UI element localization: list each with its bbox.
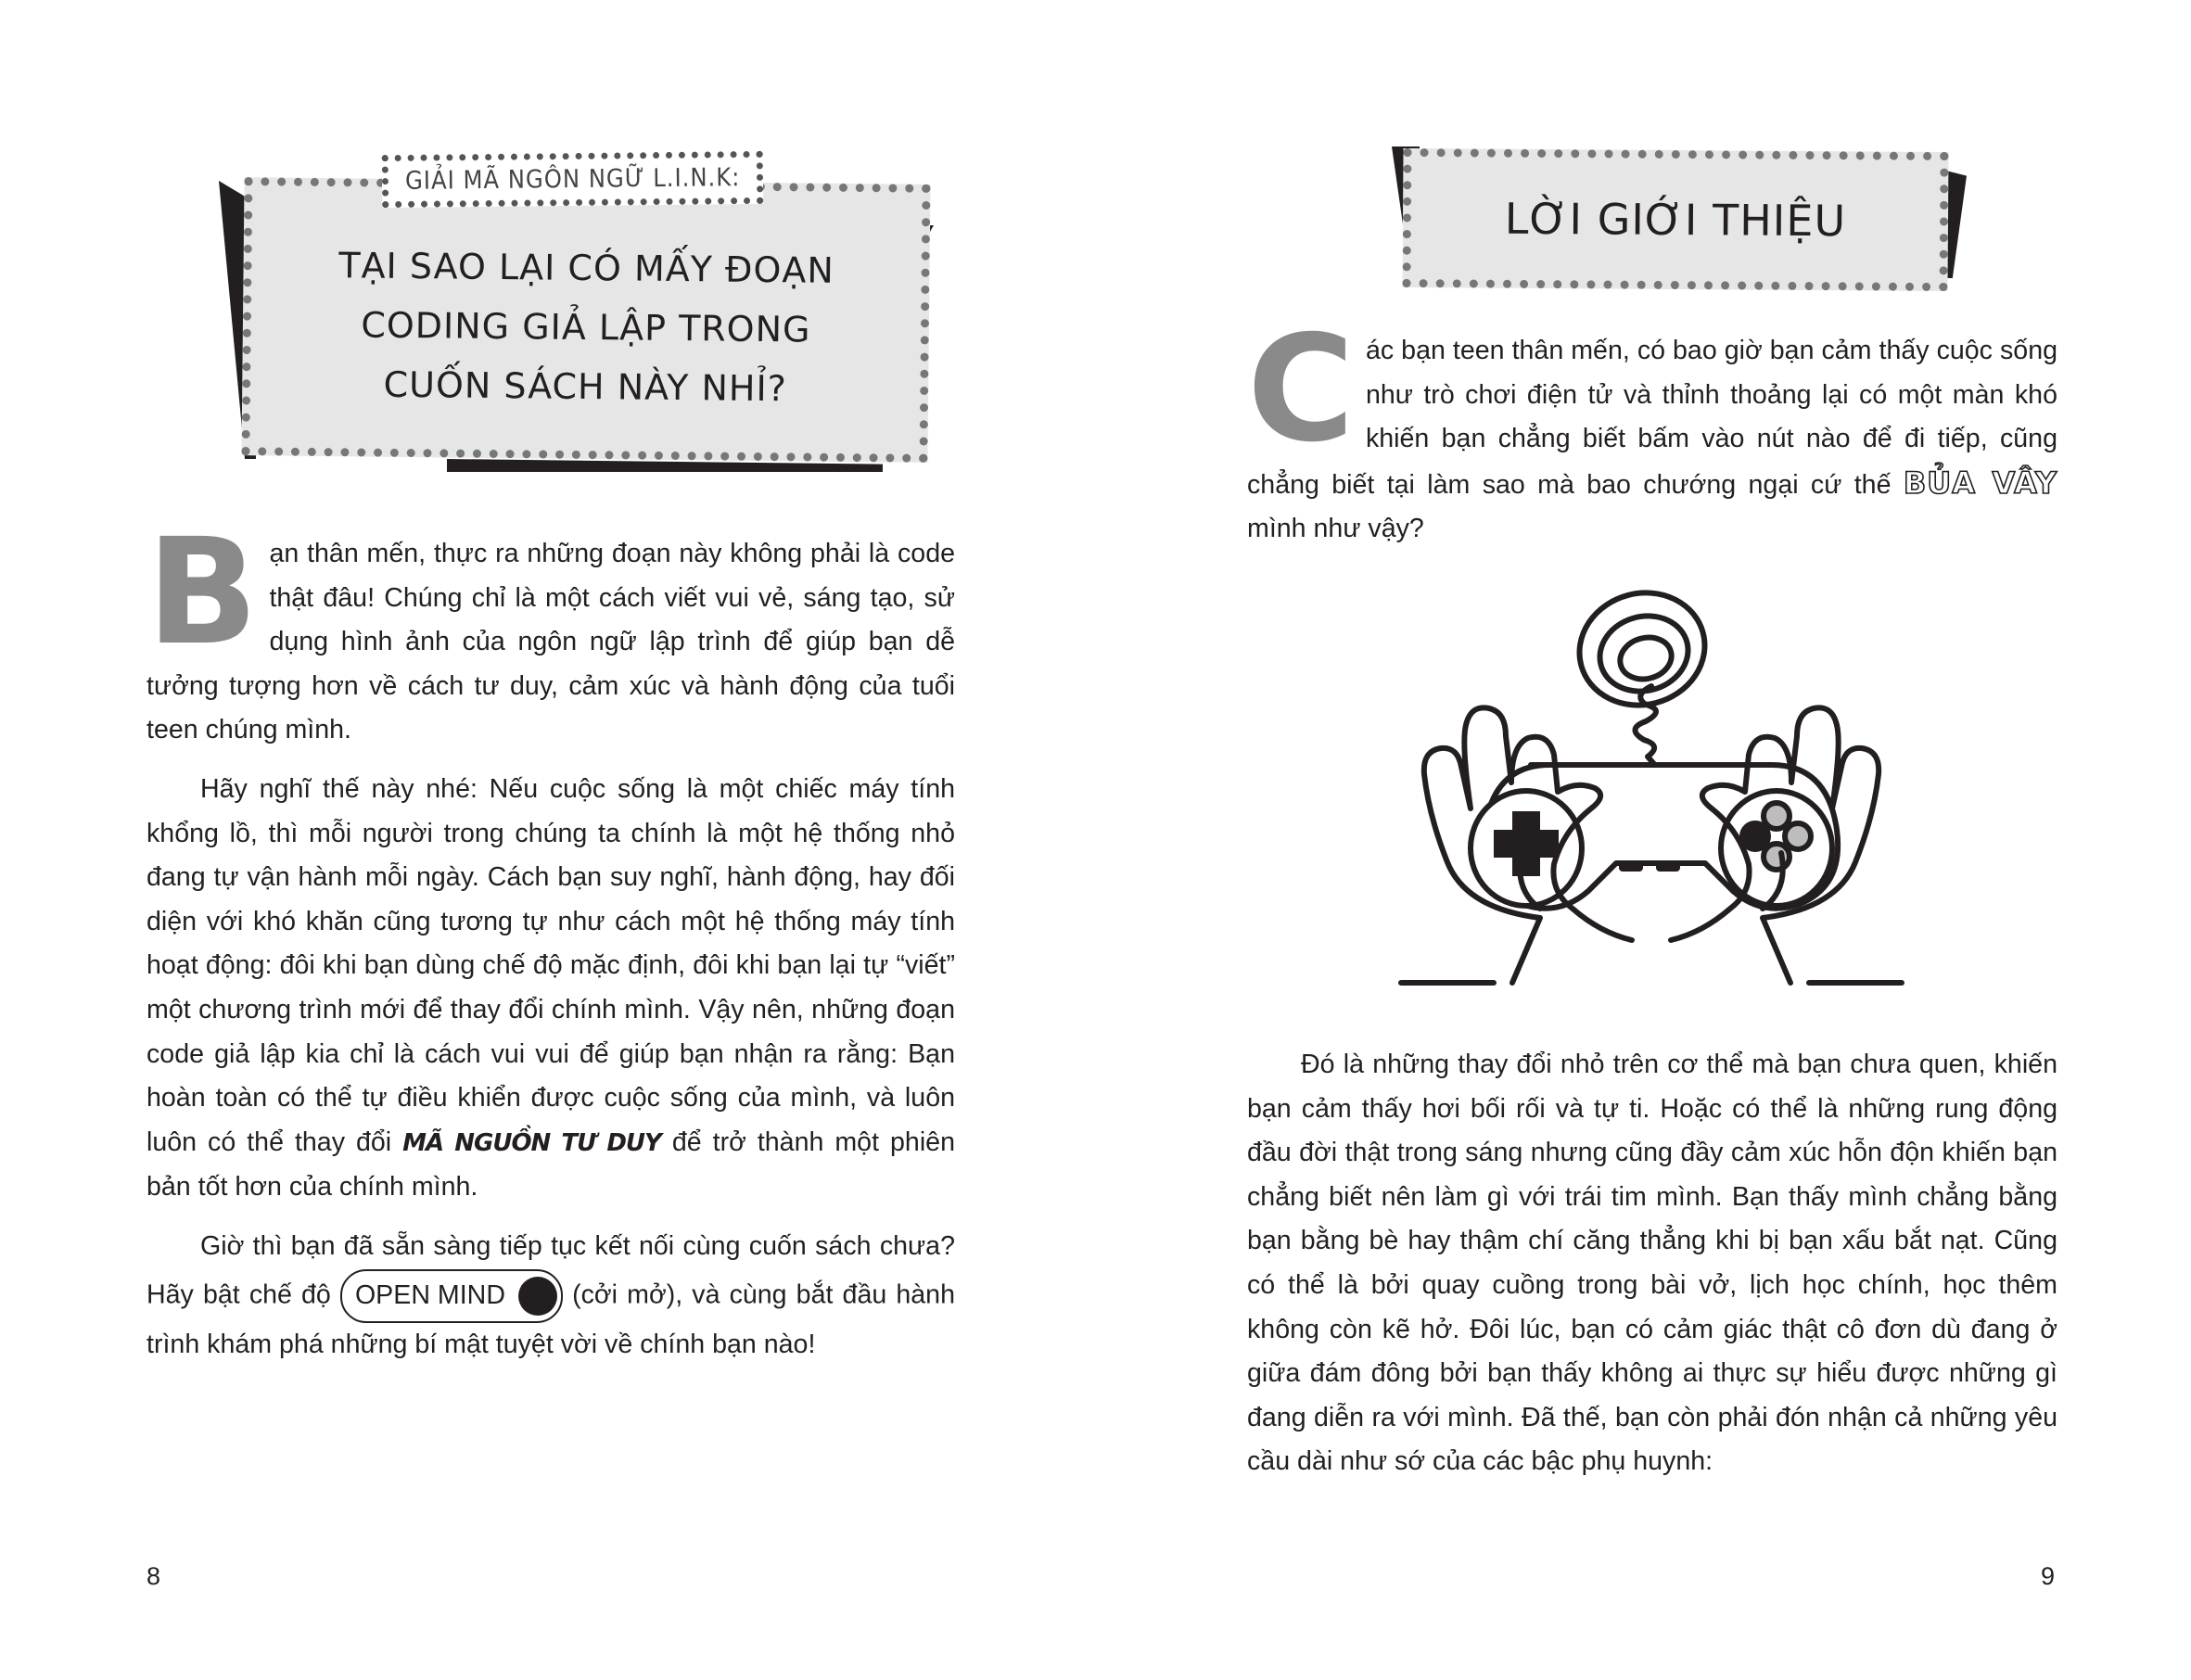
right-body-top bbox=[1247, 304, 2058, 566]
paragraph bbox=[146, 507, 955, 753]
title-line: CUỐN SÁCH NÀY NHỈ? bbox=[383, 363, 788, 410]
game-controller-illustration bbox=[1373, 566, 1930, 992]
drop-cap: B bbox=[146, 507, 259, 678]
right-title-box bbox=[1392, 141, 1967, 303]
paragraph-text: để trở thành một phiên bản tốt hơn của chính mình. bbox=[146, 1126, 955, 1203]
paragraph-text: ác bạn teen thân mến, có bao giờ bạn cảm thấy cuộc sống như trò chơi điện tử và thỉnh thoảng lại có một màn khó khiến bạn chẳng biết bấm vào nút nào để đi tiếp, cũng chẳng biết tại làm sao mà bao chướng ngại cứ thế bbox=[1247, 336, 2057, 500]
section-tag: GIẢI MÃ NGÔN NGỮ L.I.N.K: bbox=[382, 151, 764, 208]
right-title-card bbox=[1402, 148, 1948, 291]
page-number: 8 bbox=[146, 1562, 161, 1590]
paragraph bbox=[146, 768, 955, 1210]
toggle-dot-icon bbox=[518, 1277, 557, 1316]
title-line: TẠI SAO LẠI CÓ MẤY ĐOẠN bbox=[338, 245, 835, 291]
paragraph-text: Giờ thì bạn đã sẵn sàng tiếp tục kết nối cùng cuốn sách chưa? Hãy bật chế độ bbox=[146, 1230, 955, 1310]
paragraph-text: Hãy nghĩ thế này nhé: Nếu cuộc sống là một chiếc máy tính khổng lồ, thì mỗi người trong chúng ta chính là một hệ thống nhỏ đang tự vận hành mỗi ngày. Cách bạn suy nghĩ, hành động, hay đối diện với khó khăn cũng tương tự như cách một hệ thống máy tính hoạt động: đôi khi bạn dùng chế độ mặc định, đôi khi bạn lại tự “viết” một chương trình mới để thay đổi chính mình. Vậy nên, những đoạn code giả lập kia chỉ là cách vui vui để giúp bạn nhận ra rằng: Bạn hoàn toàn có thể tự điều khiển được cuộc sống của mình, và luôn luôn có thể thay đổi bbox=[146, 773, 955, 1157]
page-number: 9 bbox=[2041, 1562, 2056, 1590]
paragraph bbox=[1247, 304, 2058, 552]
paragraph-text: (cởi mở), và cùng bắt đầu hành trình khám phá những bí mật tuyệt vời về chính bạn nào! bbox=[146, 1279, 955, 1359]
paragraph-text: mình như vậy? bbox=[1247, 514, 1424, 544]
left-title-card bbox=[241, 177, 930, 463]
left-title-box bbox=[215, 144, 943, 477]
dizzy-spiral-icon bbox=[1567, 579, 1717, 770]
right-page bbox=[1095, 0, 2190, 1680]
pill-label: OPEN MIND bbox=[354, 1280, 505, 1311]
drop-cap: C bbox=[1247, 304, 1355, 475]
paragraph-text: ạn thân mến, thực ra những đoạn này không phải là code thật đâu! Chúng chỉ là một cách viết vui vẻ, sáng tạo, sử dụng hình ảnh của ngôn ngữ lập trình để giúp bạn dễ tưởng tượng hơn về cách tư duy, cảm xúc và hành động của tuổi teen chúng mình. bbox=[146, 539, 955, 745]
emphasis-text: MÃ NGUỒN TƯ DUY bbox=[402, 1128, 661, 1157]
emphasis-text: BỦA VÂY bbox=[1903, 465, 2058, 501]
page-title: LỜI GIỚI THIỆU bbox=[1504, 193, 1847, 247]
page-title bbox=[338, 235, 834, 419]
right-body-bottom bbox=[1247, 1043, 2057, 1499]
paragraph: Đó là những thay đổi nhỏ trên cơ thể mà bạn chưa quen, khiến bạn cảm thấy hơi bối rối và tự ti. Hoặc có thể là những rung động đầu đời thật trong sáng nhưng cũng đầy cảm xúc hỗn độn khiến bạn chẳng biết nên làm gì với trái tim mình. Bạn thấy mình chẳng bằng bạn bằng bè hay thậm chí căng thẳng khi bị bạn xấu bắt nạt. Cũng có thể là bởi quay cuồng trong bài vở, lịch học chính, học thêm không còn kẽ hở. Đôi lúc, bạn có cảm giác thật cô đơn dù đang ở giữa đám đông bởi bạn thấy không ai thực sự hiểu được những gì đang diễn ra với mình. Đã thế, bạn còn phải đón nhận cả những yêu cầu dài như sớ của các bậc phụ huynh: bbox=[1247, 1050, 2057, 1477]
left-page bbox=[0, 0, 1095, 1680]
paragraph bbox=[146, 1225, 955, 1367]
left-body bbox=[146, 507, 955, 1381]
title-line: CODING GIẢ LẬP TRONG bbox=[361, 304, 811, 350]
open-mind-pill bbox=[340, 1269, 563, 1323]
